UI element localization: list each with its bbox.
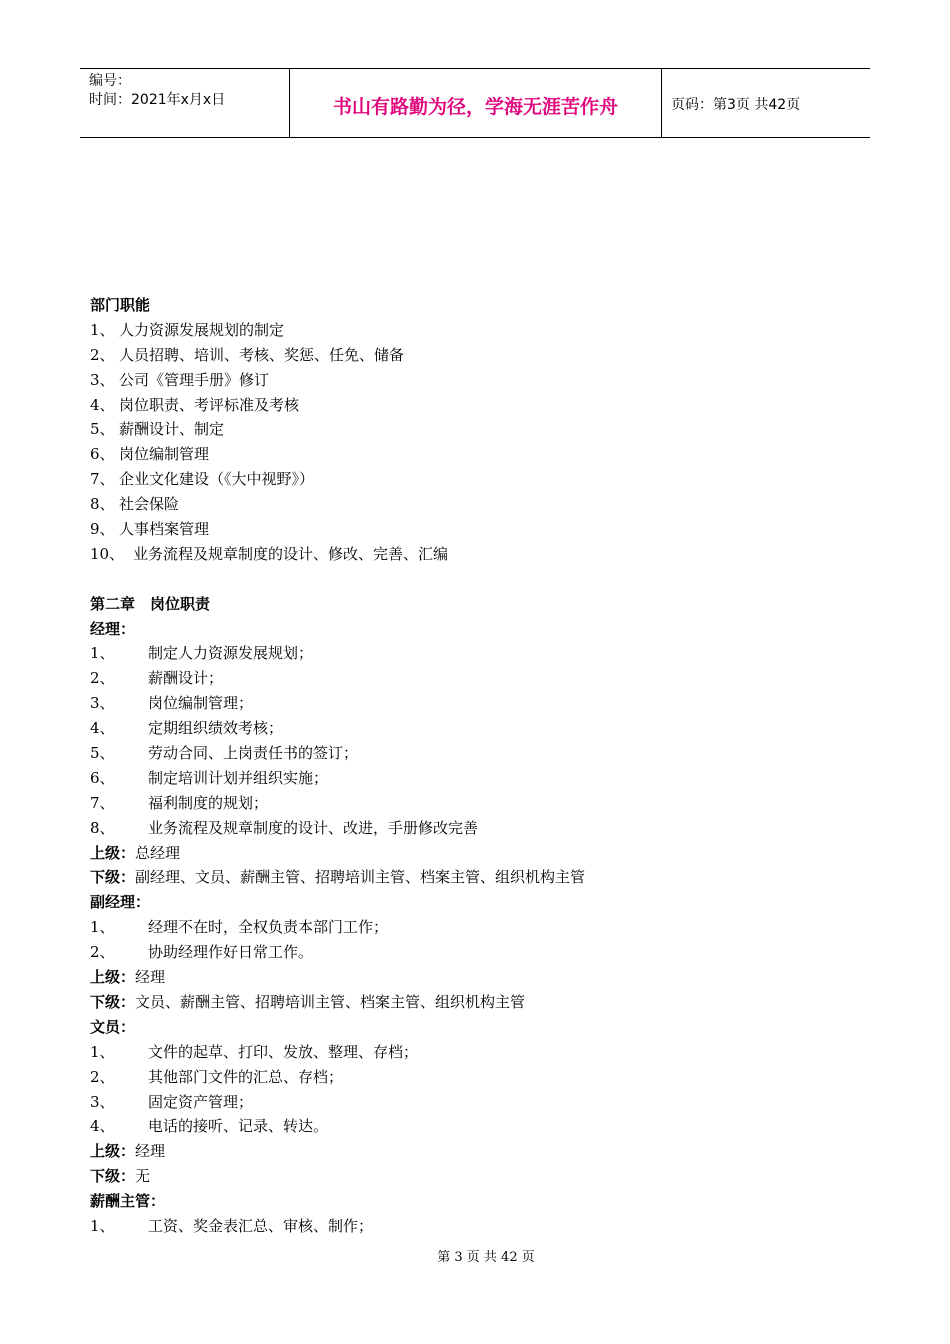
- subordinate-label: 下级：: [90, 992, 136, 1011]
- header-meta: [80, 69, 290, 137]
- superior-label: 上级：: [90, 968, 136, 987]
- item-number: 8、: [90, 818, 115, 837]
- item-text: 岗位编制管理；: [148, 694, 254, 713]
- list-item: [90, 741, 850, 766]
- superior-line: [90, 965, 850, 990]
- item-text: 社会保险: [119, 495, 180, 514]
- list-item: [90, 1114, 850, 1139]
- item-text: 定期组织绩效考核；: [148, 719, 284, 738]
- item-number: 7、: [90, 793, 115, 812]
- item-number: 1、: [90, 1042, 115, 1061]
- item-text: 岗位编制管理: [119, 445, 210, 464]
- superior-label: 上级：: [90, 1142, 136, 1161]
- item-text: 公司《管理手册》修订: [119, 370, 270, 389]
- subordinate-value: 副经理、文员、薪酬主管、招聘培训主管、档案主管、组织机构主管: [135, 868, 586, 887]
- subordinate-line: [90, 865, 850, 890]
- list-item: [90, 641, 850, 666]
- role-title-deputy: 副经理：: [90, 893, 151, 912]
- item-text: 固定资产管理；: [148, 1092, 254, 1111]
- item-number: 1、: [90, 320, 115, 339]
- item-number: 1、: [90, 918, 115, 937]
- item-number: 6、: [90, 445, 115, 464]
- item-number: 1、: [90, 644, 115, 663]
- item-text: 经理不在时，全权负责本部门工作；: [148, 918, 389, 937]
- header-page-info: 页码：第3页 共42页: [671, 97, 801, 113]
- subordinate-label: 下级：: [90, 868, 136, 887]
- list-item: [90, 343, 850, 368]
- list-item: [90, 318, 850, 343]
- item-text: 制定人力资源发展规划；: [148, 644, 314, 663]
- role-title-clerk: 文员：: [90, 1017, 136, 1036]
- item-text: 其他部门文件的汇总、存档；: [148, 1067, 344, 1086]
- item-text: 文件的起草、打印、发放、整理、存档；: [148, 1042, 419, 1061]
- item-number: 9、: [90, 520, 115, 539]
- item-number: 5、: [90, 420, 115, 439]
- item-text: 制定培训计划并组织实施；: [148, 768, 329, 787]
- subordinate-value: 文员、薪酬主管、招聘培训主管、档案主管、组织机构主管: [135, 992, 526, 1011]
- item-text: 人力资源发展规划的制定: [119, 320, 285, 339]
- item-number: 4、: [90, 395, 115, 414]
- item-text: 岗位职责、考评标准及考核: [119, 395, 300, 414]
- item-text: 福利制度的规划；: [148, 793, 269, 812]
- list-item: [90, 666, 850, 691]
- list-item: [90, 1065, 850, 1090]
- subordinate-value: 无: [135, 1167, 151, 1186]
- list-item: [90, 442, 850, 467]
- list-item: [90, 1214, 850, 1239]
- item-number: 3、: [90, 1092, 115, 1111]
- role-title-manager: 经理：: [90, 619, 136, 638]
- superior-label: 上级：: [90, 843, 136, 862]
- item-text: 人事档案管理: [119, 520, 210, 539]
- item-text: 工资、奖金表汇总、审核、制作；: [148, 1216, 374, 1235]
- item-number: 2、: [90, 345, 115, 364]
- item-number: 5、: [90, 744, 115, 763]
- chapter-title: 第二章 岗位职责: [90, 594, 211, 613]
- subordinate-line: [90, 990, 850, 1015]
- section-title: 部门职能: [90, 296, 151, 314]
- document-number-label: 编号：: [89, 73, 131, 89]
- item-number: 2、: [90, 669, 115, 688]
- list-item: [90, 492, 850, 517]
- list-item: [90, 716, 850, 741]
- list-item: [90, 1040, 850, 1065]
- item-number: 2、: [90, 943, 115, 962]
- list-item: [90, 417, 850, 442]
- item-text: 协助经理作好日常工作。: [148, 943, 314, 962]
- role-title-salary: 薪酬主管：: [90, 1192, 166, 1211]
- list-item: [90, 393, 850, 418]
- item-number: 6、: [90, 768, 115, 787]
- list-item: [90, 791, 850, 816]
- page-footer: 第 3 页 共 42 页: [437, 1250, 535, 1265]
- document-date: 时间：2021年x月x日: [89, 92, 226, 108]
- item-number: 7、: [90, 470, 115, 489]
- list-item: [90, 940, 850, 965]
- list-item: [90, 691, 850, 716]
- item-number: 4、: [90, 1117, 115, 1136]
- list-item: [90, 915, 850, 940]
- superior-value: 经理: [135, 968, 166, 987]
- page-header: [80, 68, 870, 138]
- item-number: 10、: [90, 544, 125, 563]
- list-item: [90, 766, 850, 791]
- item-text: 企业文化建设（《大中视野》）: [119, 470, 315, 489]
- item-number: 8、: [90, 495, 115, 514]
- spacer: [90, 567, 850, 592]
- item-number: 3、: [90, 694, 115, 713]
- list-item: [90, 517, 850, 542]
- item-text: 薪酬设计；: [148, 669, 224, 688]
- item-number: 2、: [90, 1067, 115, 1086]
- list-item: [90, 1090, 850, 1115]
- item-text: 薪酬设计、制定: [119, 420, 225, 439]
- list-item: [90, 816, 850, 841]
- item-number: 3、: [90, 370, 115, 389]
- item-text: 劳动合同、上岗责任书的签订；: [148, 744, 359, 763]
- superior-line: [90, 1139, 850, 1164]
- item-text: 业务流程及规章制度的设计、改进，手册修改完善: [148, 818, 479, 837]
- item-number: 1、: [90, 1216, 115, 1235]
- document-body: [90, 293, 850, 1239]
- item-number: 4、: [90, 719, 115, 738]
- item-text: 电话的接听、记录、转达。: [148, 1117, 329, 1136]
- superior-line: [90, 841, 850, 866]
- list-item: [90, 467, 850, 492]
- header-slogan: 书山有路勤为径，学海无涯苦作舟: [290, 69, 662, 137]
- item-text: 业务流程及规章制度的设计、修改、完善、汇编: [133, 544, 449, 563]
- item-text: 人员招聘、培训、考核、奖惩、任免、储备: [119, 345, 405, 364]
- superior-value: 经理: [135, 1142, 166, 1161]
- superior-value: 总经理: [135, 843, 181, 862]
- list-item: [90, 368, 850, 393]
- subordinate-line: [90, 1164, 850, 1189]
- list-item: [90, 542, 850, 567]
- subordinate-label: 下级：: [90, 1167, 136, 1186]
